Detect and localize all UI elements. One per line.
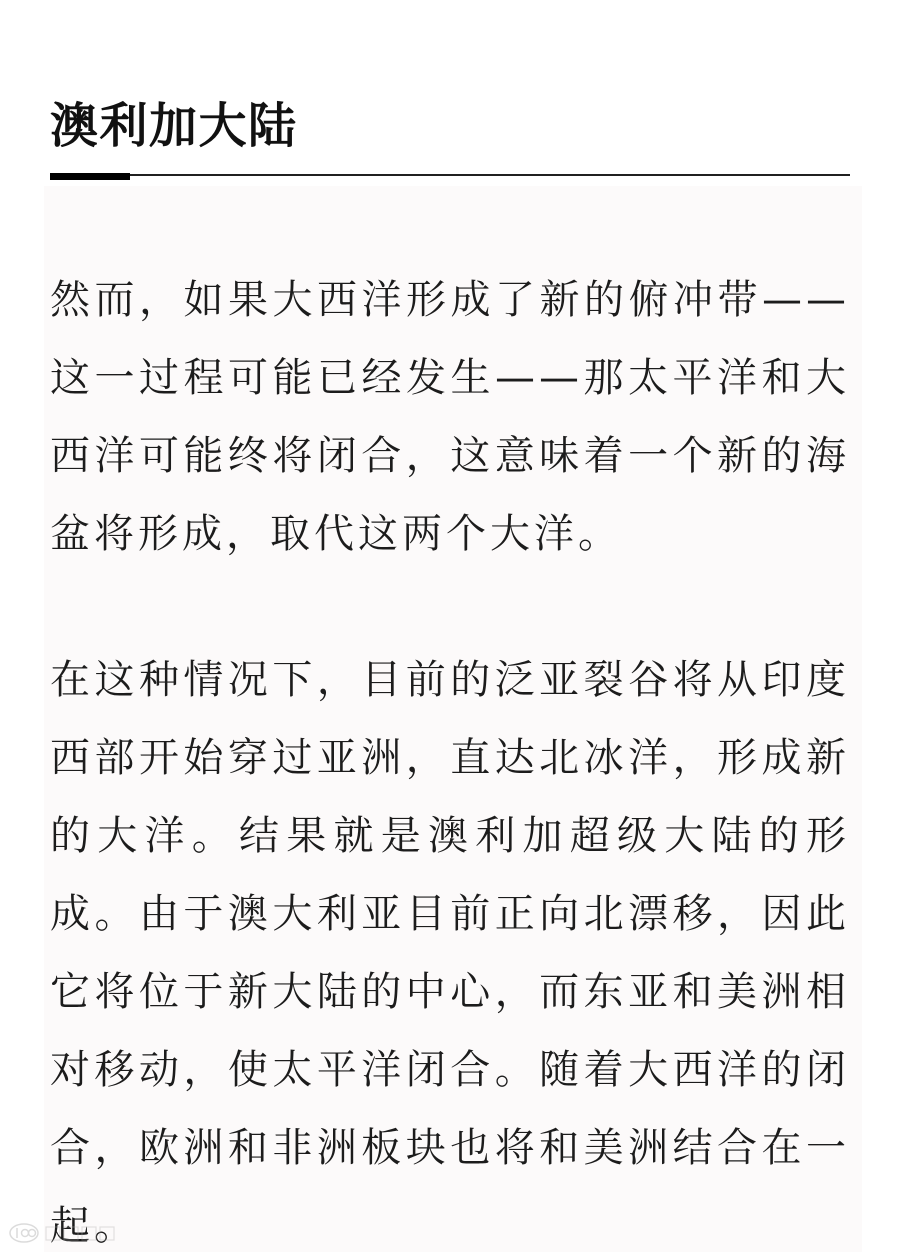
text-line: 西洋可能终将闭合，这意味着一个新的海 — [50, 434, 850, 478]
text-line: 这一过程可能已经发生——那太平洋和大 — [50, 356, 850, 400]
text-line: 起。 — [50, 1204, 138, 1248]
title-accent-bar — [50, 173, 130, 180]
text-line: 在这种情况下，目前的泛亚裂谷将从印度 — [50, 658, 850, 702]
watermark-logo-icon — [8, 1222, 120, 1244]
text-line: 成。由于澳大利亚目前正向北漂移，因此 — [50, 892, 850, 936]
text-line: 的大洋。结果就是澳利加超级大陆的形 — [50, 814, 850, 858]
title-divider — [50, 174, 850, 176]
article-title: 澳利加大陆 — [50, 98, 298, 154]
article-paragraph-2 — [50, 658, 850, 1248]
text-line: 对移动，使太平洋闭合。随着大西洋的闭 — [50, 1048, 850, 1092]
article-paragraph-1 — [50, 278, 850, 556]
text-line: 它将位于新大陆的中心，而东亚和美洲相 — [50, 970, 850, 1014]
text-line: 合，欧洲和非洲板块也将和美洲结合在一 — [50, 1126, 850, 1170]
text-line: 西部开始穿过亚洲，直达北冰洋，形成新 — [50, 736, 850, 780]
text-line: 然而，如果大西洋形成了新的俯冲带—— — [50, 278, 850, 322]
text-line: 盆将形成，取代这两个大洋。 — [50, 512, 622, 556]
